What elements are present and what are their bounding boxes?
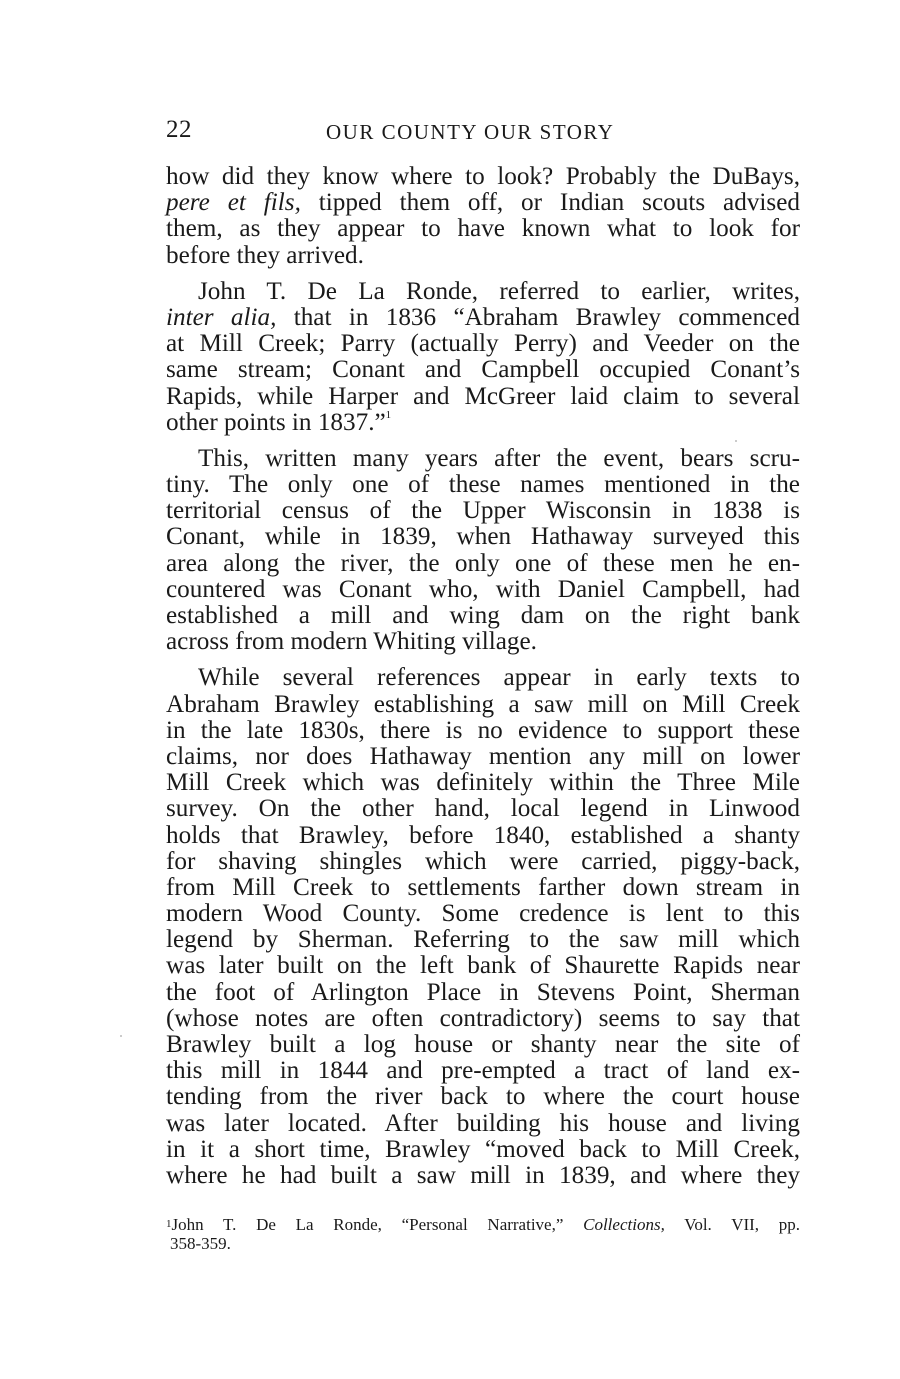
footnote-mark: 1 (166, 1218, 172, 1230)
text-span: tipped them off, or Indian scouts advised (300, 189, 800, 217)
text-line: the foot of Arlington Place in Stevens Point, Sherman (166, 978, 800, 1006)
text-line: claims, nor does Hathaway mention any mill on lower (166, 742, 800, 770)
paper-speck (735, 440, 737, 442)
footnote-line: 358-359. (170, 1234, 231, 1253)
text-line: how did they know where to look? Probably the DuBays, (166, 163, 800, 190)
text-line: where he had built a saw mill in 1839, and where they (166, 1161, 800, 1189)
text-line: them, as they appear to have known what to look for (166, 215, 800, 243)
text-line: Mill Creek which was definitely within the Three Mile (166, 769, 800, 797)
text-line: was later built on the left bank of Shaurette Rapids near (166, 952, 800, 980)
text-line: survey. On the other hand, local legend in Linwood (166, 795, 800, 823)
text-span: that in 1836 “Abraham Brawley commenced (276, 303, 800, 331)
text-line: Brawley built a log house or shanty near the site of (166, 1031, 800, 1058)
text-line: in the late 1830s, there is no evidence to support these (166, 716, 800, 744)
footnote-citation: John T. De La Ronde, “Personal Narrative,” (171, 1215, 564, 1234)
text-line: for shaving shingles which were carried, piggy-back, (166, 847, 800, 875)
text-line: This, written many years after the event, bears scru- (198, 444, 800, 472)
text-line: from Mill Creek to settlements farther down stream in (166, 873, 800, 901)
text-line: same stream; Conant and Campbell occupied Conant’s (166, 356, 800, 384)
footnote-reference[interactable]: 1 (385, 408, 392, 421)
footnote (166, 1215, 800, 1253)
footnote-work-title: Collections, (583, 1215, 665, 1234)
text-line: Abraham Brawley establishing a saw mill on Mill Creek (166, 690, 800, 718)
body-text (166, 164, 800, 1189)
paragraph-2 (166, 279, 800, 436)
text-line: was later located. After building his house and living (166, 1109, 800, 1137)
text-line (166, 305, 800, 331)
text-line: tiny. The only one of these names mentioned in the (166, 471, 800, 499)
text-line: John T. De La Ronde, referred to earlier, writes, (198, 277, 800, 305)
text-line: legend by Sherman. Referring to the saw mill which (166, 926, 800, 954)
italic-phrase: inter alia, (166, 303, 277, 331)
page-number: 22 (166, 116, 192, 143)
paragraph-3 (166, 446, 800, 656)
text-line: area along the river, the only one of these men he en- (166, 549, 800, 577)
paragraph-1 (166, 164, 800, 269)
text-line: in it a short time, Brawley “moved back to Mill Creek, (166, 1135, 800, 1163)
text-line: modern Wood County. Some credence is lent to this (166, 900, 800, 928)
paragraph-4 (166, 665, 800, 1189)
text-line (166, 190, 800, 216)
text-line: at Mill Creek; Parry (actually Perry) and Veeder on the (166, 330, 800, 358)
text-span: other points in 1837.” (166, 408, 386, 436)
paper-speck (120, 1035, 122, 1037)
text-line: this mill in 1844 and pre-empted a tract of land ex- (166, 1057, 800, 1085)
footnote-line (166, 1215, 800, 1234)
text-line: before they arrived. (166, 241, 364, 269)
text-line: While several references appear in early texts to (198, 664, 800, 692)
footnote-volume: Vol. VII, pp. (684, 1215, 801, 1234)
running-title: OUR COUNTY OUR STORY (326, 120, 615, 144)
text-line (166, 410, 800, 436)
text-line: tending from the river back to where the court house (166, 1083, 800, 1111)
text-line: holds that Brawley, before 1840, established a shanty (166, 821, 800, 849)
italic-phrase: pere et fils, (166, 189, 301, 217)
text-line: across from modern Whiting village. (166, 628, 537, 656)
text-line: territorial census of the Upper Wisconsin in 1838 is (166, 497, 800, 525)
text-line: (whose notes are often contradictory) seems to say that (166, 1004, 800, 1032)
text-line: established a mill and wing dam on the right bank (166, 602, 800, 629)
running-head (166, 116, 800, 156)
text-line: Rapids, while Harper and McGreer laid claim to several (166, 382, 800, 410)
text-line: Conant, while in 1839, when Hathaway surveyed this (166, 523, 800, 551)
text-line: countered was Conant who, with Daniel Campbell, had (166, 575, 800, 603)
